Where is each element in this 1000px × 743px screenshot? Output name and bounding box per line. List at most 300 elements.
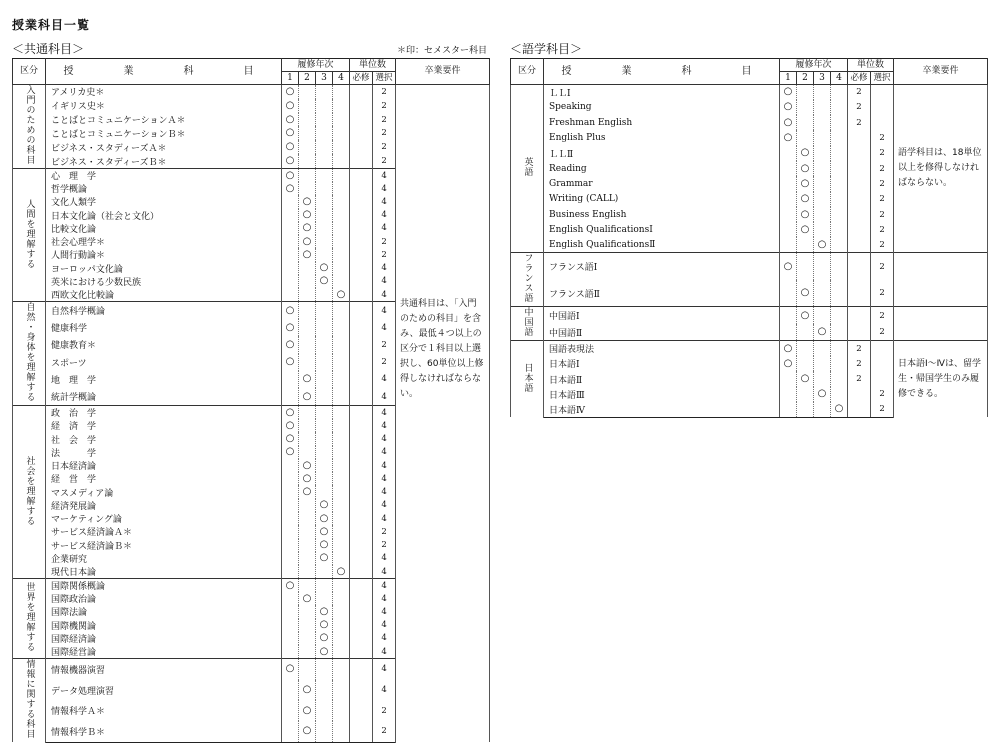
category-cell [511, 341, 544, 417]
required-credits [350, 539, 373, 552]
year-3-cell [316, 459, 333, 472]
subject-name: 中国語Ⅰ [544, 307, 780, 324]
subject-name: ビジネス・スタディーズＢ＊ [46, 154, 282, 168]
year-4-cell [333, 619, 350, 632]
elective-credits: 4 [373, 182, 396, 195]
subject-name: 国際機関論 [46, 619, 282, 632]
required-credits [350, 579, 373, 593]
enrollment-year-mark: ○ [282, 579, 299, 593]
year-3-cell [316, 222, 333, 235]
required-credits [350, 721, 373, 742]
subject-name: 国語表現法 [544, 341, 780, 356]
common-section-title: ＜共通科目＞ [12, 42, 85, 56]
subject-name: 社 会 学 [46, 432, 282, 445]
year-2-cell [299, 619, 316, 632]
enrollment-year-mark: ○ [797, 192, 814, 207]
year-4-cell [333, 485, 350, 498]
year-2-cell [299, 288, 316, 302]
enrollment-year-mark: ○ [797, 371, 814, 386]
year-3-cell [316, 85, 333, 99]
required-credits [350, 512, 373, 525]
year-1-cell [282, 222, 299, 235]
year-4-cell [333, 659, 350, 680]
elective-credits: 2 [373, 235, 396, 248]
graduation-requirement [894, 253, 988, 307]
year-3-cell [316, 354, 333, 371]
year-2-cell [299, 499, 316, 512]
year-4-cell [333, 605, 350, 618]
header-year-1: 1 [282, 72, 299, 85]
year-3-cell [316, 302, 333, 320]
header-year-4: 4 [831, 72, 848, 85]
elective-credits: 4 [373, 209, 396, 222]
year-4-cell [333, 169, 350, 183]
subject-name: 企業研究 [46, 552, 282, 565]
subject-name: 統計学概論 [46, 388, 282, 406]
year-1-cell [282, 565, 299, 579]
category-cell [511, 253, 544, 307]
required-credits [350, 371, 373, 388]
elective-credits: 2 [871, 222, 894, 237]
enrollment-year-mark: ○ [316, 552, 333, 565]
category-cell [13, 169, 46, 302]
elective-credits: 2 [373, 336, 396, 353]
required-credits [848, 222, 871, 237]
year-4-cell [831, 371, 848, 386]
year-4-cell [831, 130, 848, 145]
subject-name: 情報科学Ｂ＊ [46, 721, 282, 742]
year-3-cell [814, 307, 831, 324]
subject-name: ＬＬⅡ [544, 146, 780, 161]
enrollment-year-mark: ○ [780, 341, 797, 356]
year-3-cell [814, 207, 831, 222]
year-2-cell [299, 645, 316, 659]
subject-name: Freshman English [544, 115, 780, 130]
subject-name: 国際経営論 [46, 645, 282, 659]
enrollment-year-mark: ○ [780, 115, 797, 130]
year-4-cell [333, 388, 350, 406]
elective-credits: 2 [373, 113, 396, 127]
enrollment-year-mark: ○ [797, 176, 814, 191]
year-2-cell [299, 113, 316, 127]
required-credits [350, 154, 373, 168]
required-credits: 2 [848, 85, 871, 100]
subject-name: 政 治 学 [46, 406, 282, 420]
year-3-cell [814, 356, 831, 371]
year-2-cell [299, 262, 316, 275]
required-credits: 2 [848, 115, 871, 130]
header-elective: 選択 [373, 72, 396, 85]
year-3-cell [316, 235, 333, 248]
elective-credits: 4 [373, 579, 396, 593]
elective-credits: 4 [373, 499, 396, 512]
enrollment-year-mark: ○ [316, 525, 333, 538]
year-3-cell [316, 388, 333, 406]
required-credits [350, 419, 373, 432]
enrollment-year-mark: ○ [797, 307, 814, 324]
enrollment-year-mark: ○ [282, 354, 299, 371]
required-credits: 2 [848, 100, 871, 115]
year-1-cell [282, 485, 299, 498]
subject-name: 日本語Ⅳ [544, 402, 780, 417]
elective-credits: 4 [373, 319, 396, 336]
enrollment-year-mark: ○ [282, 319, 299, 336]
enrollment-year-mark: ○ [316, 632, 333, 645]
elective-credits [871, 85, 894, 100]
subject-name: English QualificationsⅡ [544, 237, 780, 252]
elective-credits: 2 [871, 280, 894, 307]
elective-credits: 2 [373, 539, 396, 552]
subject-name: 自然科学概論 [46, 302, 282, 320]
required-credits [350, 235, 373, 248]
year-4-cell [831, 356, 848, 371]
year-3-cell [814, 85, 831, 100]
year-1-cell [282, 275, 299, 288]
subject-name: 文化人類学 [46, 195, 282, 208]
enrollment-year-mark: ○ [282, 113, 299, 127]
year-1-cell [282, 235, 299, 248]
year-4-cell [333, 182, 350, 195]
subject-name: 比較文化論 [46, 222, 282, 235]
year-2-cell [299, 182, 316, 195]
category-cell [13, 579, 46, 659]
subject-name: サービス経済論Ｂ＊ [46, 539, 282, 552]
required-credits [350, 605, 373, 618]
year-1-cell [282, 512, 299, 525]
year-4-cell [333, 85, 350, 99]
year-3-cell [316, 680, 333, 701]
language-subjects-table [510, 58, 988, 418]
subject-name: フランス語Ⅰ [544, 253, 780, 280]
subject-name: 経済発展論 [46, 499, 282, 512]
year-4-cell [831, 307, 848, 324]
year-1-cell [780, 237, 797, 252]
year-2-cell [299, 552, 316, 565]
enrollment-year-mark: ○ [780, 85, 797, 100]
header-year: 履修年次 [282, 59, 350, 72]
required-credits [350, 645, 373, 659]
year-4-cell [333, 336, 350, 353]
subject-name: 国際法論 [46, 605, 282, 618]
year-1-cell [282, 388, 299, 406]
elective-credits: 4 [373, 472, 396, 485]
elective-credits: 4 [373, 446, 396, 459]
required-credits [350, 113, 373, 127]
year-3-cell [814, 100, 831, 115]
enrollment-year-mark: ○ [282, 140, 299, 154]
year-4-cell [333, 319, 350, 336]
table-row [511, 341, 988, 356]
year-4-cell [333, 248, 350, 261]
year-3-cell [316, 209, 333, 222]
year-3-cell [316, 113, 333, 127]
elective-credits [871, 115, 894, 130]
subject-name: 西欧文化比較論 [46, 288, 282, 302]
required-credits [350, 248, 373, 261]
year-4-cell [333, 592, 350, 605]
header-year: 履修年次 [780, 59, 848, 72]
year-3-cell [316, 195, 333, 208]
required-credits [350, 126, 373, 140]
enrollment-year-mark: ○ [299, 680, 316, 701]
header-requirement: 卒業要件 [894, 59, 988, 85]
enrollment-year-mark: ○ [282, 432, 299, 445]
year-2-cell [299, 140, 316, 154]
category-cell [511, 307, 544, 341]
enrollment-year-mark: ○ [299, 472, 316, 485]
elective-credits: 4 [373, 288, 396, 302]
year-1-cell [282, 592, 299, 605]
required-credits [350, 262, 373, 275]
year-4-cell [333, 195, 350, 208]
subject-name: 社会心理学＊ [46, 235, 282, 248]
required-credits [350, 432, 373, 445]
category-label: 情報に関する科目 [24, 659, 35, 740]
elective-credits: 2 [871, 253, 894, 280]
year-1-cell [282, 552, 299, 565]
required-credits [350, 209, 373, 222]
subject-name: 国際経済論 [46, 632, 282, 645]
graduation-requirement: 語学科目は、18単位以上を修得しなければならない。 [894, 85, 988, 253]
category-label: 入門のための科目 [24, 85, 35, 165]
subject-name: 経 済 学 [46, 419, 282, 432]
elective-credits: 2 [871, 307, 894, 324]
header-credits: 単位数 [350, 59, 396, 72]
subject-name: 英米における少数民族 [46, 275, 282, 288]
required-credits [350, 140, 373, 154]
elective-credits: 4 [373, 388, 396, 406]
subject-name: アメリカ史＊ [46, 85, 282, 99]
header-year-1: 1 [780, 72, 797, 85]
enrollment-year-mark: ○ [316, 605, 333, 618]
year-4-cell [831, 146, 848, 161]
year-1-cell [780, 176, 797, 191]
year-3-cell [316, 336, 333, 353]
year-3-cell [814, 253, 831, 280]
year-4-cell [333, 222, 350, 235]
category-label: 中国語 [522, 307, 533, 338]
header-elective: 選択 [871, 72, 894, 85]
enrollment-year-mark: ○ [780, 356, 797, 371]
required-credits [350, 85, 373, 99]
subject-name: English Plus [544, 130, 780, 145]
enrollment-year-mark: ○ [282, 126, 299, 140]
elective-credits: 2 [373, 154, 396, 168]
year-2-cell [797, 115, 814, 130]
year-2-cell [797, 237, 814, 252]
semester-note: ＊印：セメスター科目 [397, 46, 488, 56]
required-credits [350, 169, 373, 183]
elective-credits: 4 [373, 459, 396, 472]
table-row [511, 307, 988, 324]
year-2-cell [797, 402, 814, 417]
subject-name: ビジネス・スタディーズＡ＊ [46, 140, 282, 154]
subject-name: 日本語Ⅱ [544, 371, 780, 386]
year-1-cell [282, 499, 299, 512]
required-credits [350, 592, 373, 605]
year-4-cell [831, 115, 848, 130]
subject-name: 人間行動論＊ [46, 248, 282, 261]
enrollment-year-mark: ○ [797, 161, 814, 176]
year-4-cell [831, 222, 848, 237]
year-2-cell [797, 253, 814, 280]
year-4-cell [831, 85, 848, 100]
header-subject: 授 業 科 目 [544, 59, 780, 85]
enrollment-year-mark: ○ [333, 565, 350, 579]
year-4-cell [333, 406, 350, 420]
category-label: 英語 [522, 157, 533, 178]
year-3-cell [814, 280, 831, 307]
enrollment-year-mark: ○ [316, 262, 333, 275]
year-4-cell [333, 302, 350, 320]
subject-name: Business English [544, 207, 780, 222]
year-4-cell [333, 126, 350, 140]
year-2-cell [299, 632, 316, 645]
required-credits [848, 307, 871, 324]
enrollment-year-mark: ○ [316, 275, 333, 288]
year-1-cell [780, 324, 797, 341]
enrollment-year-mark: ○ [282, 99, 299, 113]
required-credits [350, 700, 373, 721]
enrollment-year-mark: ○ [316, 512, 333, 525]
required-credits [848, 324, 871, 341]
year-4-cell [333, 459, 350, 472]
year-2-cell [299, 319, 316, 336]
required-credits [350, 275, 373, 288]
year-3-cell [316, 319, 333, 336]
enrollment-year-mark: ○ [299, 235, 316, 248]
table-row [511, 85, 988, 100]
table-row [13, 85, 490, 99]
elective-credits: 4 [373, 659, 396, 680]
year-3-cell [316, 700, 333, 721]
header-requirement: 卒業要件 [396, 59, 490, 85]
year-3-cell [814, 115, 831, 130]
required-credits [848, 130, 871, 145]
year-1-cell [282, 472, 299, 485]
required-credits [350, 619, 373, 632]
year-4-cell [333, 700, 350, 721]
year-1-cell [282, 645, 299, 659]
required-credits [350, 336, 373, 353]
enrollment-year-mark: ○ [299, 721, 316, 742]
year-1-cell [282, 525, 299, 538]
year-3-cell [316, 419, 333, 432]
subject-name: 情報機器演習 [46, 659, 282, 680]
page-title: 授業科目一覧 [12, 18, 91, 32]
enrollment-year-mark: ○ [814, 387, 831, 402]
year-4-cell [333, 275, 350, 288]
elective-credits [871, 341, 894, 356]
year-4-cell [831, 237, 848, 252]
subject-name: 健康科学 [46, 319, 282, 336]
graduation-requirement [894, 307, 988, 341]
year-4-cell [333, 209, 350, 222]
year-3-cell [316, 579, 333, 593]
enrollment-year-mark: ○ [299, 700, 316, 721]
category-label: 世界を理解する [24, 582, 35, 653]
category-label: フランス語 [522, 253, 533, 304]
subject-name: Speaking [544, 100, 780, 115]
year-1-cell [282, 262, 299, 275]
subject-name: 日本文化論（社会と文化） [46, 209, 282, 222]
required-credits [350, 319, 373, 336]
table-row [511, 253, 988, 280]
required-credits [350, 459, 373, 472]
required-credits [350, 485, 373, 498]
year-4-cell [831, 176, 848, 191]
year-4-cell [333, 721, 350, 742]
year-4-cell [333, 539, 350, 552]
required-credits [350, 499, 373, 512]
year-4-cell [333, 154, 350, 168]
year-1-cell [282, 605, 299, 618]
year-4-cell [831, 161, 848, 176]
elective-credits: 4 [373, 419, 396, 432]
year-1-cell [282, 721, 299, 742]
year-1-cell [780, 207, 797, 222]
subject-name: マーケティング論 [46, 512, 282, 525]
year-4-cell [831, 253, 848, 280]
year-3-cell [316, 371, 333, 388]
year-1-cell [780, 402, 797, 417]
elective-credits: 2 [871, 161, 894, 176]
subject-name: 中国語Ⅱ [544, 324, 780, 341]
elective-credits: 2 [373, 126, 396, 140]
year-3-cell [814, 371, 831, 386]
enrollment-year-mark: ○ [299, 592, 316, 605]
required-credits [350, 222, 373, 235]
required-credits [848, 176, 871, 191]
subject-name: ことばとコミュニケーションＡ＊ [46, 113, 282, 127]
required-credits: 2 [848, 341, 871, 356]
year-2-cell [797, 387, 814, 402]
elective-credits: 2 [373, 85, 396, 99]
year-4-cell [333, 432, 350, 445]
year-2-cell [299, 579, 316, 593]
year-3-cell [316, 140, 333, 154]
enrollment-year-mark: ○ [316, 645, 333, 659]
category-label: 人間を理解する [24, 198, 35, 269]
year-3-cell [814, 161, 831, 176]
graduation-requirement: 共通科目は、「入門のための科目」を含み、最低４つ以上の区分で１科目以上選択し、60単位以上修得しなければならない。 [396, 85, 490, 743]
subject-name: 国際政治論 [46, 592, 282, 605]
year-1-cell [780, 192, 797, 207]
year-2-cell [299, 446, 316, 459]
required-credits: 2 [848, 371, 871, 386]
year-3-cell [316, 446, 333, 459]
year-3-cell [814, 341, 831, 356]
year-2-cell [299, 85, 316, 99]
year-4-cell [333, 262, 350, 275]
elective-credits [871, 356, 894, 371]
year-3-cell [814, 402, 831, 417]
elective-credits: 2 [871, 387, 894, 402]
elective-credits: 4 [373, 406, 396, 420]
required-credits [350, 680, 373, 701]
year-2-cell [299, 659, 316, 680]
year-3-cell [316, 432, 333, 445]
elective-credits: 2 [871, 237, 894, 252]
year-2-cell [797, 85, 814, 100]
header-credits: 単位数 [848, 59, 894, 72]
enrollment-year-mark: ○ [299, 388, 316, 406]
year-2-cell [299, 126, 316, 140]
elective-credits: 4 [373, 619, 396, 632]
required-credits [350, 659, 373, 680]
elective-credits [871, 100, 894, 115]
year-2-cell [299, 406, 316, 420]
